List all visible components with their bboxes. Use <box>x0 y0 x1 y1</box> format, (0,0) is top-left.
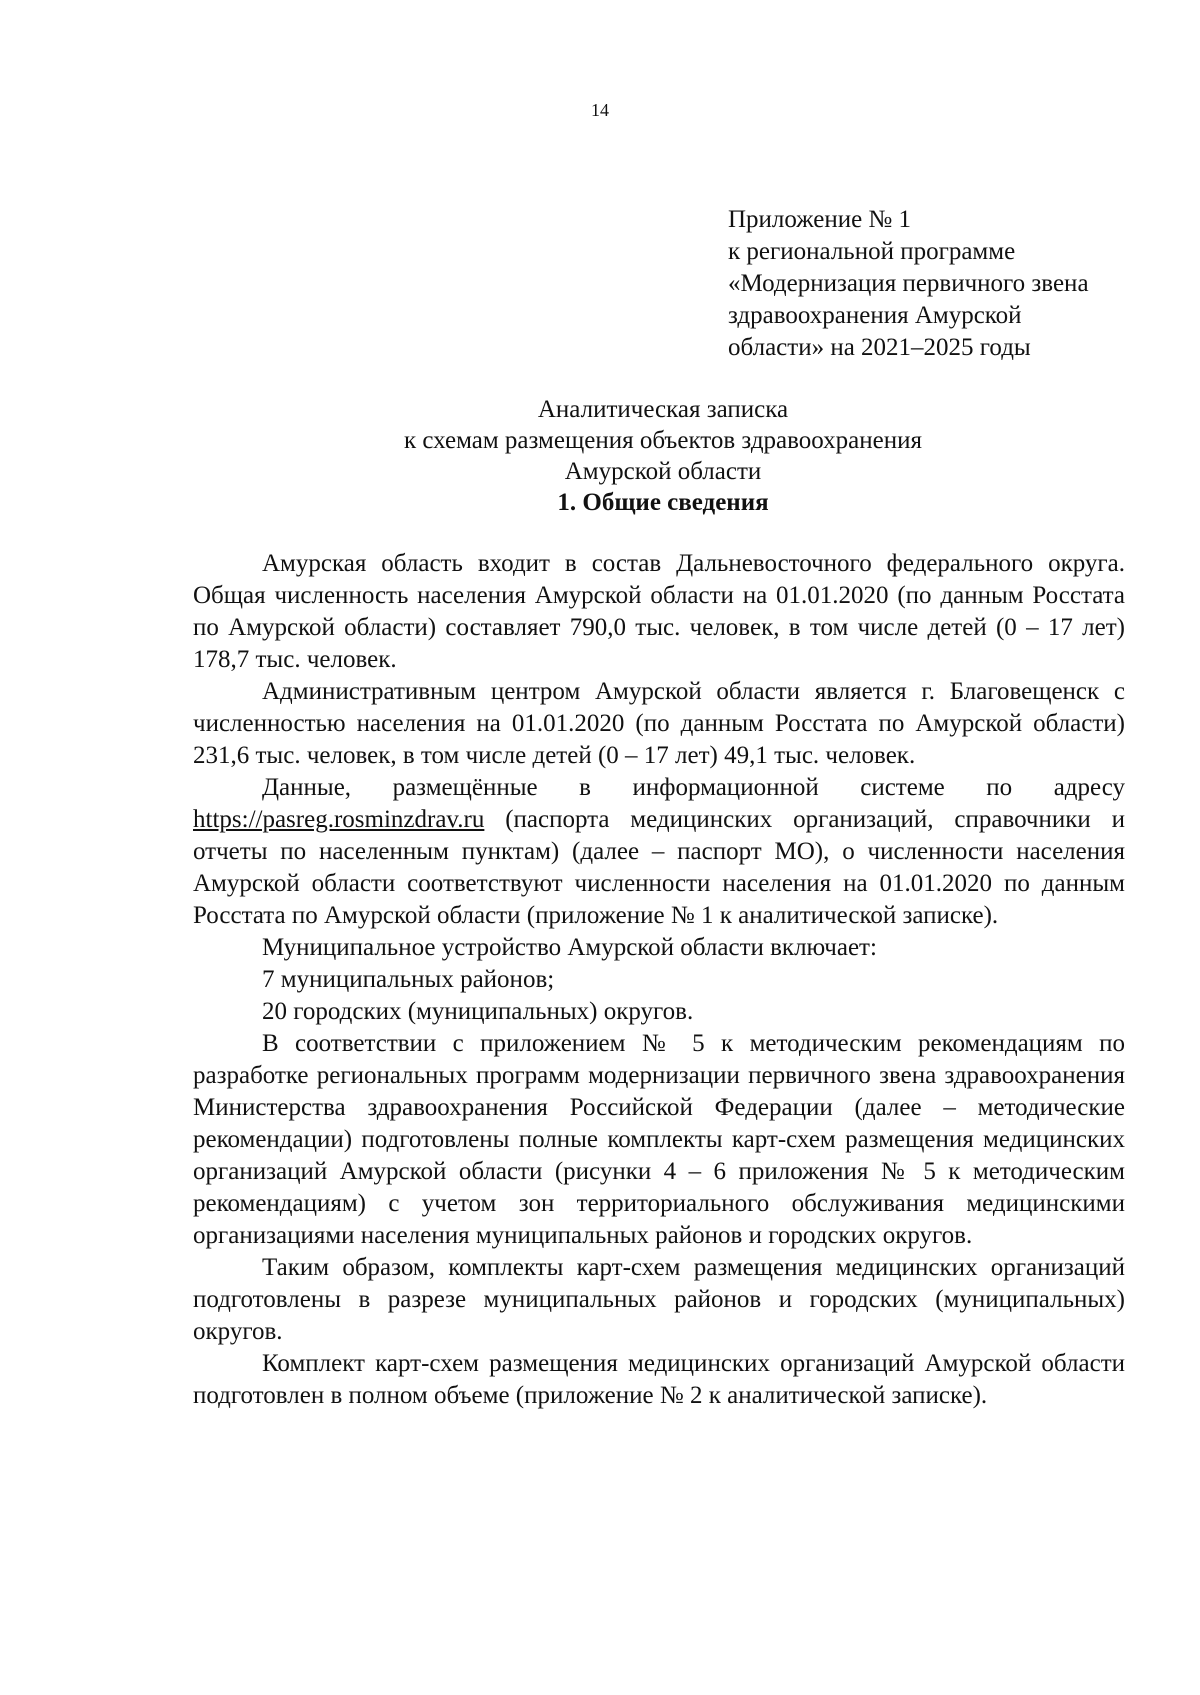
appendix-line: здравоохранения Амурской <box>728 302 1022 329</box>
appendix-reference <box>728 204 1089 364</box>
title-line: Амурской области <box>564 458 762 485</box>
appendix-line: «Модернизация первичного звена <box>728 270 1089 297</box>
paragraph: 20 городских (муниципальных) округов. <box>262 998 694 1025</box>
appendix-line: к региональной программе <box>728 238 1016 265</box>
page-number: 14 <box>591 100 609 120</box>
paragraph-text: (паспорта медицинских организаций, справочники и отчеты по населенным пунктам) (далее – паспорт МО), о численности населения Амурской области соответствуют численности населения на 01.01.2020 по данным Росстата по Амурской области (приложение № 1 к аналитической записке). <box>193 806 1125 929</box>
paragraph <box>193 772 1125 932</box>
paragraph-text: Данные, размещённые в информационной системе по адресу <box>262 774 1125 801</box>
body-text <box>193 548 1125 1412</box>
paragraph: 7 муниципальных районов; <box>262 966 555 993</box>
section-heading: 1. Общие сведения <box>557 489 769 516</box>
document-title <box>0 394 1200 518</box>
pasreg-link[interactable]: https://pasreg.rosminzdrav.ru <box>193 806 485 833</box>
paragraph: Административным центром Амурской области является г. Благовещенск с численностью населения на 01.01.2020 (по данным Росстата по Амурской области) 231,6 тыс. человек, в том числе детей (0 – 17 лет) 49,1 тыс. человек. <box>193 678 1125 769</box>
appendix-line: области» на 2021–2025 годы <box>728 334 1031 361</box>
paragraph: Муниципальное устройство Амурской области включает: <box>262 934 877 961</box>
title-line: к схемам размещения объектов здравоохранения <box>403 427 922 454</box>
paragraph: Таким образом, комплекты карт-схем размещения медицинских организаций подготовлены в разрезе муниципальных районов и городских (муниципальных) округов. <box>193 1254 1125 1345</box>
paragraph: Амурская область входит в состав Дальневосточного федерального округа. Общая численность населения Амурской области на 01.01.2020 (по данным Росстата по Амурской области) составляет 790,0 тыс. человек, в том числе детей (0 – 17 лет) 178,7 тыс. человек. <box>193 550 1125 673</box>
paragraph: Комплект карт-схем размещения медицинских организаций Амурской области подготовлен в полном объеме (приложение № 2 к аналитической записке). <box>193 1350 1125 1409</box>
title-line: Аналитическая записка <box>537 396 789 423</box>
appendix-line: Приложение № 1 <box>728 206 912 233</box>
paragraph: В соответствии с приложением № 5 к методическим рекомендациям по разработке региональных программ модернизации первичного звена здравоохранения Министерства здравоохранения Российской Федерации (далее – методические рекомендации) подготовлены полные комплекты карт-схем размещения медицинских организаций Амурской области (рисунки 4 – 6 приложения № 5 к методическим рекомендациям) с учетом зон территориального обслуживания медицинскими организациями населения муниципальных районов и городских округов. <box>193 1030 1125 1249</box>
